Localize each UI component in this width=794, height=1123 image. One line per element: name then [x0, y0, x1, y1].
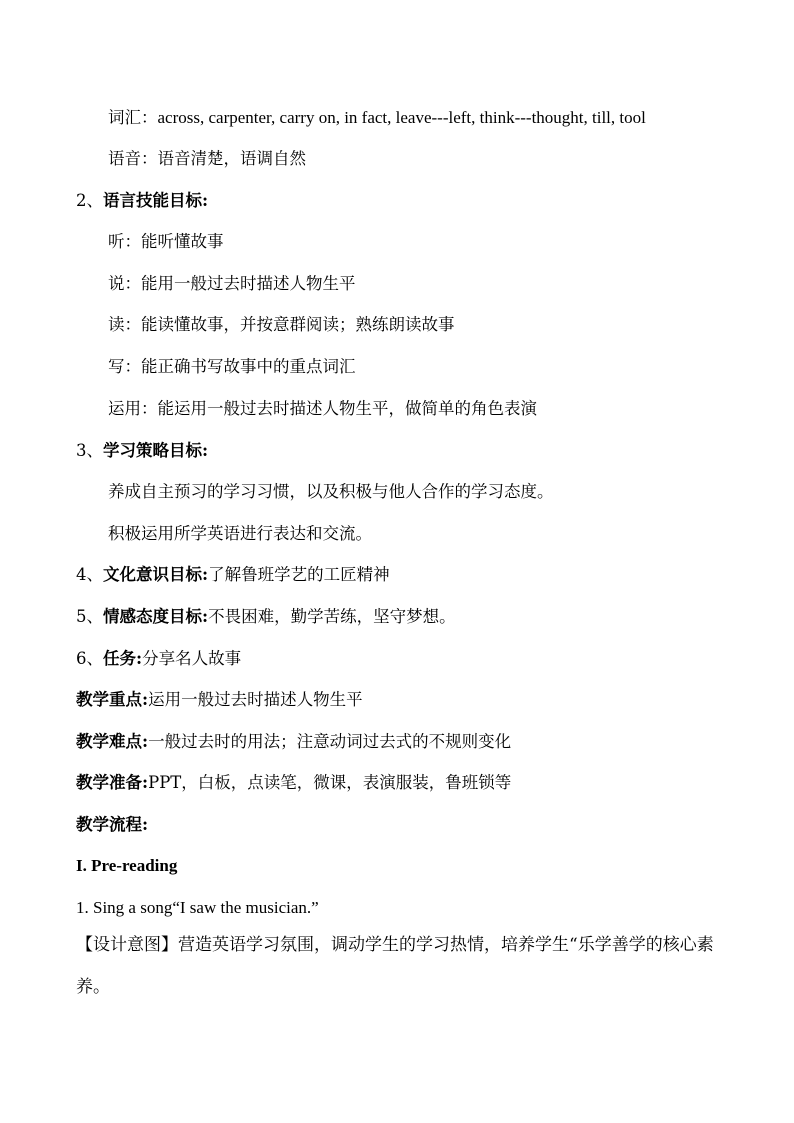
difficulties-label: 教学难点:: [76, 732, 149, 751]
section-5-title: 情感态度目标:: [103, 607, 209, 626]
process-line: [76, 812, 148, 838]
section-4-title: 文化意识目标:: [103, 565, 209, 584]
skill-writing: [108, 354, 356, 380]
section-3-title: 学习策略目标:: [103, 441, 209, 460]
step-1-text: 1. Sing a song“I saw the musician.”: [76, 898, 319, 917]
difficulties-text: 一般过去时的用法；注意动词过去式的不规则变化: [148, 732, 512, 751]
design-intent-paragraph: 【设计意图】营造英语学习氛围，调动学生的学习热情，培养学生“乐学善学的核心素养。: [76, 935, 714, 997]
skill-label: 听：: [108, 232, 141, 251]
section-6-title: 任务:: [103, 649, 143, 668]
pronunciation-text: 语音清楚，语调自然: [157, 149, 306, 168]
section-2-title: 语言技能目标:: [103, 191, 209, 210]
strategy-line-2: 积极运用所学英语进行表达和交流。: [108, 524, 372, 543]
key-points-text: 运用一般过去时描述人物生平: [148, 690, 363, 709]
key-points-line: [76, 687, 363, 713]
section-6-text: 分享名人故事: [142, 649, 242, 668]
vocab-text: across, carpenter, carry on, in fact, leave---left, think---thought, till, tool: [157, 108, 646, 127]
skill-application: [108, 396, 537, 422]
skill-text: 能用一般过去时描述人物生平: [141, 274, 356, 293]
skill-speaking: [108, 271, 356, 297]
strategy-line-1: 养成自主预习的学习习惯，以及积极与他人合作的学习态度。: [108, 482, 554, 501]
section-3-number: 3、: [76, 441, 103, 460]
skill-label: 说：: [108, 274, 141, 293]
preparation-label: 教学准备:: [76, 773, 149, 792]
section-5-number: 5、: [76, 607, 103, 626]
skill-label: 读：: [108, 315, 141, 334]
pronunciation-label: 语音：: [108, 149, 158, 168]
skill-reading: [108, 312, 455, 338]
section-5-line: [76, 604, 456, 630]
pre-reading-title: I. Pre-reading: [76, 856, 178, 875]
section-3-heading: [76, 438, 208, 464]
step-1-line: [76, 895, 319, 921]
section-4-text: 了解鲁班学艺的工匠精神: [208, 565, 390, 584]
section-6-number: 6、: [76, 649, 103, 668]
section-2-number: 2、: [76, 191, 103, 210]
difficulties-line: [76, 729, 511, 755]
section-4-number: 4、: [76, 565, 103, 584]
skill-text: 能正确书写故事中的重点词汇: [141, 357, 356, 376]
skill-text: 能运用一般过去时描述人物生平，做简单的角色表演: [157, 399, 537, 418]
key-points-label: 教学重点:: [76, 690, 149, 709]
section-4-line: [76, 562, 390, 588]
vocab-label: 词汇：: [108, 108, 158, 127]
preparation-line: [76, 770, 511, 796]
preparation-text: PPT，白板，点读笔，微课，表演服装，鲁班锁等: [148, 773, 512, 792]
section-5-text: 不畏困难，勤学苦练，坚守梦想。: [208, 607, 456, 626]
skill-listening: [108, 229, 224, 255]
process-label: 教学流程:: [76, 815, 149, 834]
pre-reading-heading: [76, 853, 177, 879]
skill-text: 能读懂故事，并按意群阅读；熟练朗读故事: [141, 315, 455, 334]
skill-text: 能听懂故事: [141, 232, 224, 251]
skill-label: 运用：: [108, 399, 158, 418]
vocab-line: [108, 105, 646, 131]
pronunciation-line: [108, 146, 306, 172]
section-2-heading: [76, 188, 208, 214]
skill-label: 写：: [108, 357, 141, 376]
section-6-line: [76, 646, 241, 672]
